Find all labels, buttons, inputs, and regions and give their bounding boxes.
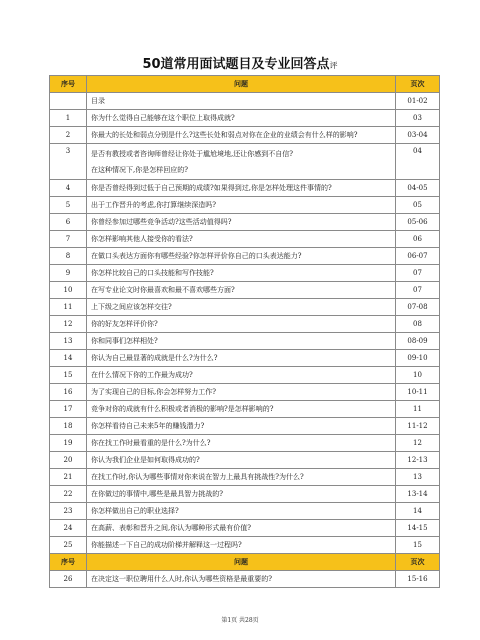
row-number: 4 xyxy=(50,180,87,197)
table-row xyxy=(50,452,440,469)
row-number xyxy=(50,93,87,110)
row-page: 14-15 xyxy=(396,520,440,537)
table-row xyxy=(50,110,440,127)
row-number: 6 xyxy=(50,214,87,231)
table-row xyxy=(50,384,440,401)
row-number: 14 xyxy=(50,350,87,367)
row-number: 22 xyxy=(50,486,87,503)
table-header-row xyxy=(50,76,440,93)
table-row xyxy=(50,248,440,265)
row-number: 21 xyxy=(50,469,87,486)
row-number: 7 xyxy=(50,231,87,248)
table-row xyxy=(50,144,440,180)
row-page: 15 xyxy=(396,537,440,554)
row-page: 05-06 xyxy=(396,214,440,231)
row-page: 08-09 xyxy=(396,333,440,350)
row-page: 10-11 xyxy=(396,384,440,401)
row-page: 07 xyxy=(396,265,440,282)
table-row xyxy=(50,214,440,231)
row-page: 13-14 xyxy=(396,486,440,503)
row-page: 03 xyxy=(396,110,440,127)
row-question: 你怎样影响其他人接受你的看法? xyxy=(87,231,396,248)
table-row xyxy=(50,197,440,214)
row-question: 你能描述一下自己的成功阶梯并解释这一过程吗? xyxy=(87,537,396,554)
table-row xyxy=(50,401,440,418)
question-table xyxy=(49,75,440,588)
row-question: 在高薪、表彰和晋升之间,你认为哪种形式最有价值? xyxy=(87,520,396,537)
row-question xyxy=(87,144,396,180)
table-row xyxy=(50,93,440,110)
row-number: 5 xyxy=(50,197,87,214)
header-question-repeat: 问题 xyxy=(87,554,396,571)
row-question: 你在找工作时最看重的是什么?为什么? xyxy=(87,435,396,452)
table-row xyxy=(50,469,440,486)
row-number: 11 xyxy=(50,299,87,316)
table-row xyxy=(50,180,440,197)
page-footer: 第1页 共28页 xyxy=(221,617,259,624)
row-question: 你曾经参加过哪些竞争活动?这些活动值得吗? xyxy=(87,214,396,231)
row-page: 06-07 xyxy=(396,248,440,265)
row-number: 26 xyxy=(50,571,87,588)
row-page: 07-08 xyxy=(396,299,440,316)
row-question: 你和同事们怎样相处? xyxy=(87,333,396,350)
row-number: 25 xyxy=(50,537,87,554)
table-row xyxy=(50,299,440,316)
table-row xyxy=(50,350,440,367)
table-row xyxy=(50,537,440,554)
table-row xyxy=(50,418,440,435)
row-question: 你是否曾经得到过低于自己预期的成绩?如果得到过,你是怎样处理这件事情的? xyxy=(87,180,396,197)
row-number: 20 xyxy=(50,452,87,469)
row-number: 9 xyxy=(50,265,87,282)
row-page: 07 xyxy=(396,282,440,299)
table-row xyxy=(50,571,440,588)
table-row xyxy=(50,316,440,333)
header-page-repeat: 页次 xyxy=(396,554,440,571)
table-row xyxy=(50,231,440,248)
header-question: 问题 xyxy=(87,76,396,93)
row-number: 10 xyxy=(50,282,87,299)
row-question: 你最大的长处和弱点分别是什么?这些长处和弱点对你在企业的业绩会有什么样的影响? xyxy=(87,127,396,144)
row-question: 在你做过的事情中,哪些是最具智力挑战的? xyxy=(87,486,396,503)
row-question: 在什么情况下你的工作最为成功? xyxy=(87,367,396,384)
row-page: 03-04 xyxy=(396,127,440,144)
row-number: 8 xyxy=(50,248,87,265)
row-page: 01-02 xyxy=(396,93,440,110)
row-question: 你怎样比较自己的口头技能和写作技能? xyxy=(87,265,396,282)
row-question: 出于工作晋升的考虑,你打算继续深造吗? xyxy=(87,197,396,214)
row-question: 目录 xyxy=(87,93,396,110)
row-page: 08 xyxy=(396,316,440,333)
table-body xyxy=(50,93,440,554)
table-row xyxy=(50,486,440,503)
row-question: 在决定这一职位聘用什么人时,你认为哪些资格是最重要的? xyxy=(87,571,396,588)
title-main: 50道常用面试题目及专业回答点 xyxy=(142,57,330,72)
row-page: 09-10 xyxy=(396,350,440,367)
table-body-continued xyxy=(50,571,440,588)
row-number: 12 xyxy=(50,316,87,333)
table-header-row-repeat xyxy=(50,554,440,571)
row-question: 在找工作时,你认为哪些事情对你来说在智力上最具有挑战性?为什么? xyxy=(87,469,396,486)
row-number: 3 xyxy=(50,144,87,180)
row-number: 1 xyxy=(50,110,87,127)
row-number: 17 xyxy=(50,401,87,418)
row-question: 竞争对你的成就有什么积极或者消极的影响?是怎样影响的? xyxy=(87,401,396,418)
row-question: 你怎样做出自己的职业选择? xyxy=(87,503,396,520)
row-question: 你为什么觉得自己能够在这个职位上取得成就? xyxy=(87,110,396,127)
table-row xyxy=(50,265,440,282)
header-page: 页次 xyxy=(396,76,440,93)
header-no: 序号 xyxy=(50,76,87,93)
row-page: 04 xyxy=(396,144,440,180)
row-number: 13 xyxy=(50,333,87,350)
row-number: 24 xyxy=(50,520,87,537)
row-question: 你认为我们企业是如何取得成功的? xyxy=(87,452,396,469)
row-question: 上下级之间应该怎样交往? xyxy=(87,299,396,316)
row-page: 12-13 xyxy=(396,452,440,469)
row-number: 16 xyxy=(50,384,87,401)
row-page: 15-16 xyxy=(396,571,440,588)
row-question: 你认为自己最显著的成就是什么?为什么? xyxy=(87,350,396,367)
header-no-repeat: 序号 xyxy=(50,554,87,571)
row-question: 你怎样看待自己未来5年的赚钱潜力? xyxy=(87,418,396,435)
row-number: 15 xyxy=(50,367,87,384)
question-line-2: 在这种情况下,你是怎样回应的? xyxy=(91,165,188,174)
row-question: 在写专业论文时你最喜欢和最不喜欢哪些方面? xyxy=(87,282,396,299)
row-question: 在做口头表达方面你有哪些经验?你怎样评价你自己的口头表达能力? xyxy=(87,248,396,265)
table-row xyxy=(50,520,440,537)
table-row xyxy=(50,282,440,299)
table-row xyxy=(50,127,440,144)
row-page: 13 xyxy=(396,469,440,486)
row-number: 18 xyxy=(50,418,87,435)
table-row xyxy=(50,333,440,350)
table-row xyxy=(50,503,440,520)
row-number: 19 xyxy=(50,435,87,452)
row-number: 2 xyxy=(50,127,87,144)
row-page: 14 xyxy=(396,503,440,520)
table-row xyxy=(50,435,440,452)
row-number: 23 xyxy=(50,503,87,520)
question-line-1: 是否有教授或者咨询师曾经让你处于尴尬境地,还让你感到不自信? xyxy=(91,149,293,158)
row-page: 10 xyxy=(396,367,440,384)
row-page: 04-05 xyxy=(396,180,440,197)
row-page: 11 xyxy=(396,401,440,418)
table-row xyxy=(50,367,440,384)
row-question: 为了实现自己的目标,你会怎样努力工作? xyxy=(87,384,396,401)
row-page: 06 xyxy=(396,231,440,248)
title-suffix: 评 xyxy=(329,61,338,70)
row-page: 05 xyxy=(396,197,440,214)
row-question: 你的好友怎样评价你? xyxy=(87,316,396,333)
row-page: 11-12 xyxy=(396,418,440,435)
document-title xyxy=(0,53,480,72)
row-page: 12 xyxy=(396,435,440,452)
